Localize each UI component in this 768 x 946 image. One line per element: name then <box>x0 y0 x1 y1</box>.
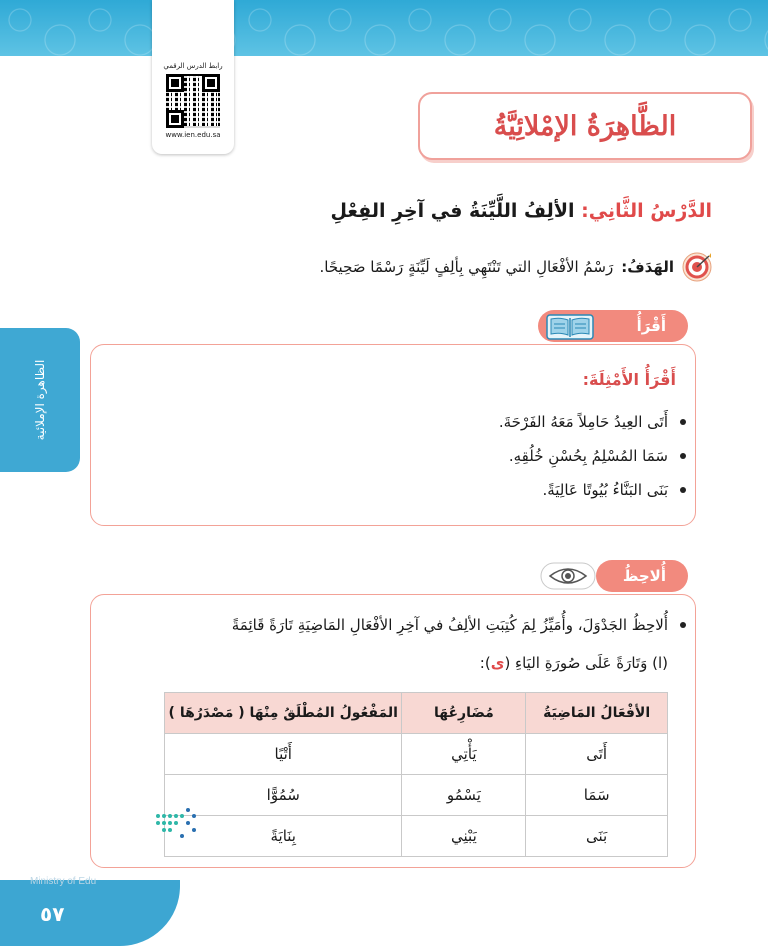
column-header: المَفْعُولُ المُطْلَقُ مِنْهَا ( مَصْدَرُهَا ) <box>165 693 402 734</box>
qr-code-icon[interactable] <box>166 74 220 128</box>
table-cell: سَمَا <box>526 775 668 816</box>
qr-url[interactable]: www.ien.edu.sa <box>165 131 221 139</box>
unit-title: الظَّاهِرَةُ الإمْلائِيَّةُ <box>418 92 752 160</box>
side-chapter-tab[interactable] <box>0 328 80 472</box>
example-item: أَتَى العِيدُ حَامِلاً مَعَهُ الفَرْحَةَ. <box>499 405 688 439</box>
table-row <box>165 734 668 775</box>
table-cell: سُمُوًّا <box>165 775 402 816</box>
table-cell: أَتَى <box>526 734 668 775</box>
table-cell: يَسْمُو <box>402 775 526 816</box>
table-row <box>165 816 668 857</box>
table-cell: بَنَى <box>526 816 668 857</box>
goal-text: رَسْمُ الأفْعَالِ التي تَنْتَهِي بِألِفٍ لَيِّنَةٍ رَسْمًا صَحِيحًا. <box>319 258 614 276</box>
notice-line-2: (ا) وَتَارَةً عَلَى صُورَةِ اليَاءِ (ى): <box>479 654 668 672</box>
qr-label: رابط الدرس الرقمي <box>163 62 223 70</box>
column-header: مُضَارِعُهَا <box>402 693 526 734</box>
examples-title: أَقْرَأُ الأَمْثِلَةَ: <box>582 370 676 389</box>
target-icon <box>682 252 712 282</box>
table-cell: يَأْتِي <box>402 734 526 775</box>
verbs-table <box>164 692 668 857</box>
table-header-row <box>165 693 668 734</box>
ya-letter: ى <box>490 654 505 672</box>
table-cell: أَتْيًا <box>165 734 402 775</box>
eye-icon <box>540 562 596 590</box>
lesson-label: الدَّرْسُ الثَّانِي: <box>581 200 712 222</box>
page-number: ٥٧ <box>40 902 65 926</box>
example-item: بَنَى البَنَّاءُ بُيُوتًا عَالِيَةً. <box>499 473 688 507</box>
notice-header-label: أُلاحِظُ <box>622 567 666 585</box>
digital-lesson-qr-card[interactable] <box>152 0 234 154</box>
examples-list <box>499 405 688 507</box>
table-cell: بِنَايَةً <box>165 816 402 857</box>
lesson-title <box>330 200 712 222</box>
ministry-watermark: Ministry of Edu <box>30 876 97 887</box>
table-row <box>165 775 668 816</box>
column-header: الأفْعَالُ المَاضِيَةُ <box>526 693 668 734</box>
side-tab-label: الظاهرة الإملائية <box>33 359 47 441</box>
read-header-label: أَقْرَأُ <box>636 317 666 335</box>
footer-band <box>0 880 768 946</box>
lesson-goal <box>320 252 712 282</box>
lesson-name: الألِفُ اللَّيِّنَةُ في آخِرِ الفِعْلِ <box>330 200 575 222</box>
goal-label: الهَدَفُ: <box>621 258 674 276</box>
open-book-icon <box>546 314 594 340</box>
top-banner <box>0 0 768 56</box>
notice-section-header <box>596 560 688 592</box>
table-cell: يَبْنِي <box>402 816 526 857</box>
notice-instructions <box>78 606 688 682</box>
example-item: سَمَا المُسْلِمُ بِحُسْنِ خُلُقِهِ. <box>499 439 688 473</box>
ministry-logo-icon <box>150 806 206 842</box>
notice-line-1: أُلاحِظُ الجَدْوَلَ، وأُمَيِّزُ لِمَ كُتِبَتِ الألِفُ في آخِرِ الأفْعَالِ المَاضِيَةِ تَارَةً قَائِمَةً <box>78 606 688 644</box>
